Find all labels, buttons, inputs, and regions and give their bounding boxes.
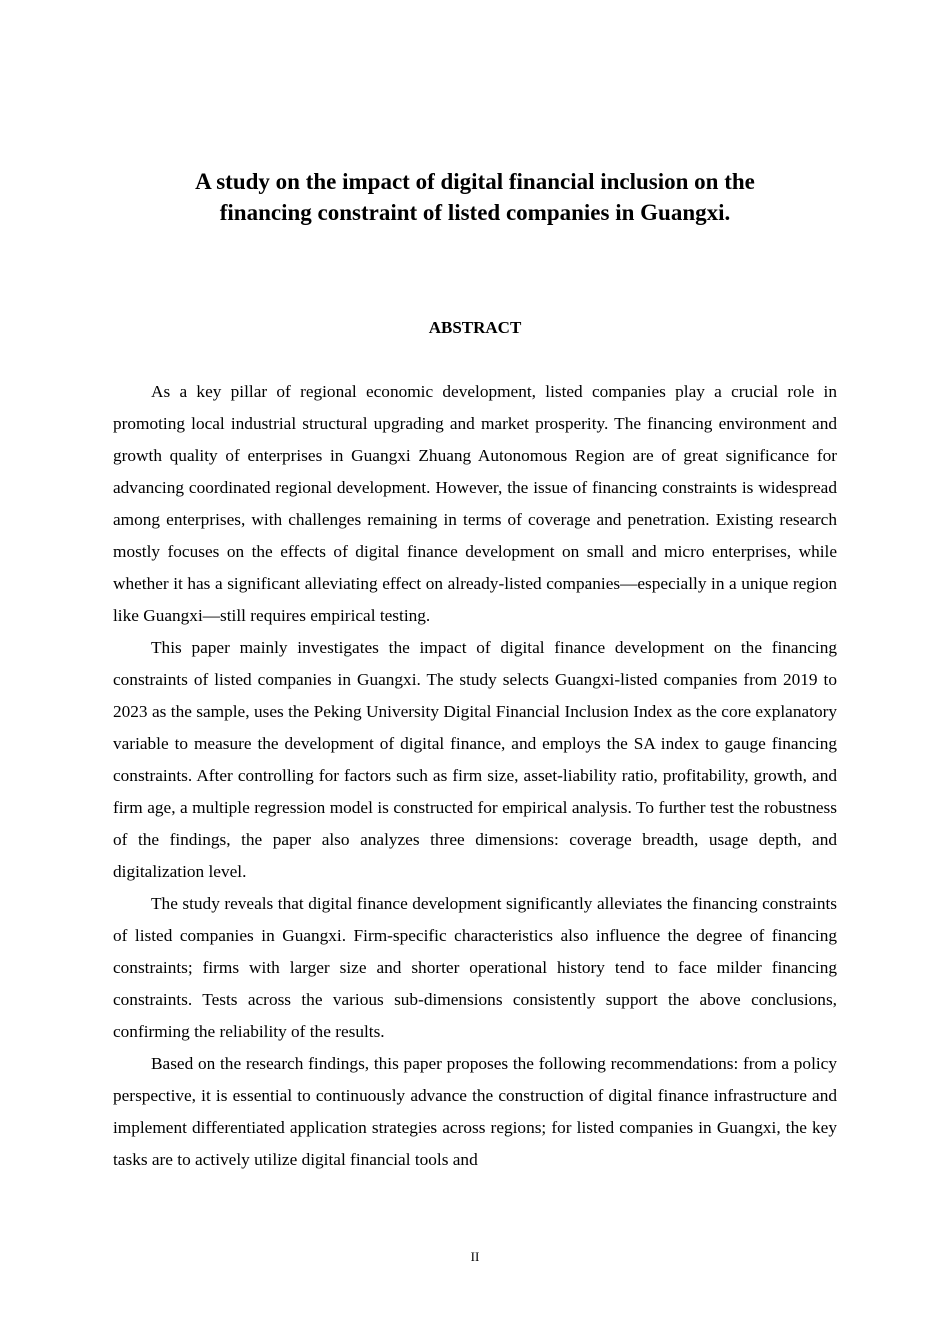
page-number: II	[470, 1249, 480, 1264]
abstract-paragraph-1: As a key pillar of regional economic development, listed companies play a crucial role in promoting local industrial structural upgrading and market prosperity. The financing environment and growth quality of enterprises in Guangxi Zhuang Autonomous Region are of great significance for advancing coordinated regional development. However, the issue of financing constraints is widespread among enterprises, with challenges remaining in terms of coverage and penetration. Existing research mostly focuses on the effects of digital finance development on small and micro enterprises, while whether it has a significant alleviating effect on already-listed companies—especially in a unique region like Guangxi—still requires empirical testing.	[113, 382, 837, 625]
document-title	[113, 166, 837, 228]
abstract-paragraph-2: This paper mainly investigates the impact of digital finance development on the financing constraints of listed companies in Guangxi. The study selects Guangxi-listed companies from 2019 to 2023 as the sample, uses the Peking University Digital Financial Inclusion Index as the core explanatory variable to measure the development of digital finance, and employs the SA index to gauge financing constraints. After controlling for factors such as firm size, asset-liability ratio, profitability, growth, and firm age, a multiple regression model is constructed for empirical analysis. To further test the robustness of the findings, the paper also analyzes three dimensions: coverage breadth, usage depth, and digitalization level.	[113, 638, 837, 881]
abstract-heading: ABSTRACT	[428, 318, 522, 337]
abstract-paragraph-4: Based on the research findings, this paper proposes the following recommendations: from a policy perspective, it is essential to continuously advance the construction of digital finance infrastructure and implement differentiated application strategies across regions; for listed companies in Guangxi, the key tasks are to actively utilize digital financial tools and	[113, 1054, 837, 1169]
title-line-1: A study on the impact of digital financial inclusion on the	[195, 169, 755, 194]
title-line-2: financing constraint of listed companies in Guangxi.	[219, 200, 731, 225]
abstract-paragraph-3: The study reveals that digital finance development significantly alleviates the financing constraints of listed companies in Guangxi. Firm-specific characteristics also influence the degree of financing constraints; firms with larger size and shorter operational history tend to face milder financing constraints. Tests across the various sub-dimensions consistently support the above conclusions, confirming the reliability of the results.	[113, 894, 837, 1041]
abstract-body	[113, 376, 837, 1176]
